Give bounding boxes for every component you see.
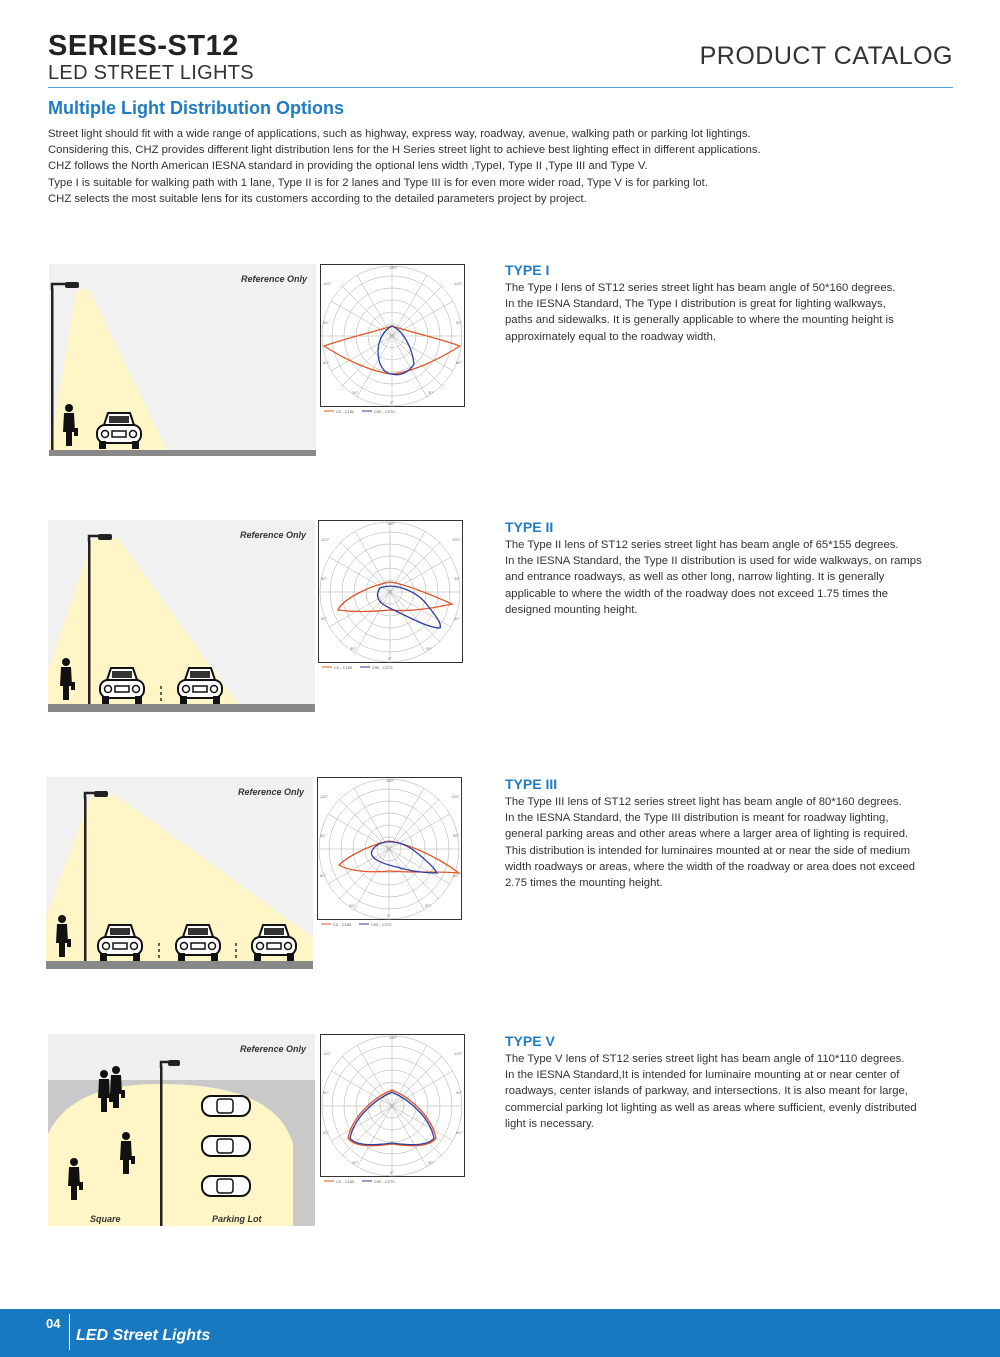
type2-legend-c90: C90 - C270 <box>372 665 393 670</box>
type3-description <box>505 776 955 891</box>
intro-line: CHZ follows the North American IESNA standard in providing the optional lens width ,TypeI, Type II ,Type III and Type V. <box>48 160 648 173</box>
angle-label: 90° <box>321 576 328 581</box>
angle-label: 60° <box>323 1130 330 1135</box>
angle-label: 180° <box>389 265 398 270</box>
footer-label: LED Street Lights <box>76 1327 211 1344</box>
type2-text: The Type II lens of ST12 series street light has beam angle of 65*155 degrees. In the IESNA Standard, the Type II distribution is used for wide walkways, on ramps and entrance roadways, as well as other long, narrow lighting. It is generally applicable to where the width of the roadway does not exceed 1.75 times the designed mounting height. <box>505 539 922 616</box>
angle-label: 90° <box>456 1090 463 1095</box>
angle-label: 30° <box>350 646 357 651</box>
type1-description <box>505 262 955 345</box>
angle-label: 0° <box>390 1170 394 1175</box>
angle-label: 30° <box>352 390 359 395</box>
series-subtitle: LED STREET LIGHTS <box>48 62 254 84</box>
angle-label: 60° <box>456 1130 463 1135</box>
angle-label: 30° <box>352 1160 359 1165</box>
angle-label: 0° <box>387 913 391 918</box>
angle-label: 60° <box>454 616 461 621</box>
angle-label: 90° <box>454 576 461 581</box>
angle-label: 120° <box>323 1051 332 1056</box>
type5-polar-chart <box>320 1034 466 1191</box>
intro-line: Street light should fit with a wide range of applications, such as highway, express way, roadway, avenue, walking path or parking lot lightings. <box>48 128 751 140</box>
angle-label: 120° <box>321 537 330 542</box>
intro-line: Considering this, CHZ provides different light distribution lens for the H Series street light to achieve best lighting effect in different applications. <box>48 144 761 157</box>
type1-polar-chart <box>320 264 466 421</box>
angle-label: 90° <box>456 320 463 325</box>
angle-label: 120° <box>452 537 461 542</box>
type2-description <box>505 519 955 618</box>
type5-legend-c0: C0 - C180 <box>336 1179 355 1184</box>
header-divider <box>48 87 953 88</box>
angle-label: 60° <box>320 873 327 878</box>
catalog-label: PRODUCT CATALOG <box>699 42 953 70</box>
type2-reference-label: Reference Only <box>239 530 306 540</box>
section-title: Multiple Light Distribution Options <box>48 98 344 118</box>
type1-text: The Type I lens of ST12 series street light has beam angle of 50*160 degrees. In the IESNA Standard, The Type I distribution is great for lighting walkways, paths and sidewalks. It is generally applicable to where the mounting height is approximately equal to the roadway width. <box>505 282 896 343</box>
intro-paragraph <box>48 126 958 207</box>
angle-label: 30° <box>428 390 435 395</box>
type2-polar-chart <box>318 520 464 677</box>
angle-label: 180° <box>386 778 395 783</box>
type2-legend-c0: C0 - C180 <box>334 665 353 670</box>
type5-scene-illustration <box>48 1034 315 1226</box>
angle-label: 30° <box>425 903 432 908</box>
type5-title: TYPE V <box>505 1033 555 1049</box>
angle-label: 180° <box>387 521 396 526</box>
type1-scene-illustration <box>49 264 316 456</box>
angle-label: 60° <box>323 360 330 365</box>
angle-label: 60° <box>456 360 463 365</box>
angle-label: 60° <box>453 873 460 878</box>
scene-parking-label: Parking Lot <box>212 1214 262 1224</box>
type5-text: The Type V lens of ST12 series street light has beam angle of 110*110 degrees. In the IESNA Standard,It is intended for luminaire mounting at or near center of roadways, center islands of parkway, and intersections. It is also meant for large, commercial parking lot lighting as well as areas where sufficient, evenly distributed light is necessary. <box>505 1053 917 1130</box>
angle-label: 30° <box>349 903 356 908</box>
footer-divider <box>69 1314 70 1350</box>
type3-legend-c0: C0 - C180 <box>333 922 352 927</box>
angle-label: 90° <box>320 833 327 838</box>
type3-text: The Type III lens of ST12 series street light has beam angle of 80*160 degrees. In the IESNA Standard, the Type III distribution is meant for roadway lighting, general parking areas and other areas where a larger area of lighting is required. This distribution is intended for luminaires mounted at or near the side of medium width roadways or areas, where the width of the roadway or area does not exceed 2.75 times the mounting height. <box>505 796 916 890</box>
page-number: 04 <box>46 1316 61 1331</box>
angle-label: 120° <box>454 281 463 286</box>
scene-square-label: Square <box>90 1214 121 1224</box>
angle-label: 120° <box>323 281 332 286</box>
angle-label: 120° <box>320 794 329 799</box>
intro-line: CHZ selects the most suitable lens for its customers according to the detailed parameters project by project. <box>48 192 587 205</box>
angle-label: 0° <box>390 400 394 405</box>
type3-legend-c90: C90 - C270 <box>371 922 392 927</box>
angle-label: 90° <box>323 320 330 325</box>
type3-scene-illustration <box>46 777 313 969</box>
angle-label: 60° <box>321 616 328 621</box>
angle-label: 90° <box>453 833 460 838</box>
type2-scene-illustration <box>48 520 315 712</box>
angle-label: 0° <box>388 656 392 661</box>
type5-legend-c90: C90 - C270 <box>374 1179 395 1184</box>
angle-label: 90° <box>323 1090 330 1095</box>
type2-title: TYPE II <box>505 519 554 535</box>
type1-legend-c90: C90 - C270 <box>374 409 395 414</box>
type1-reference-label: Reference Only <box>240 274 307 284</box>
angle-label: 30° <box>428 1160 435 1165</box>
type3-reference-label: Reference Only <box>237 787 304 797</box>
type1-title: TYPE I <box>505 262 550 278</box>
series-title: SERIES-ST12 <box>48 30 239 62</box>
angle-label: 120° <box>451 794 460 799</box>
angle-label: 30° <box>426 646 433 651</box>
type5-reference-label: Reference Only <box>239 1044 306 1054</box>
type5-description <box>505 1033 955 1132</box>
angle-label: 180° <box>389 1035 398 1040</box>
type1-legend-c0: C0 - C180 <box>336 409 355 414</box>
type3-title: TYPE III <box>505 776 558 792</box>
type3-polar-chart <box>317 777 463 934</box>
intro-line: Type I is suitable for walking path with 1 lane, Type II is for 2 lanes and Type III is for even more wider road, Type V is for parking lot. <box>48 176 708 189</box>
angle-label: 120° <box>454 1051 463 1056</box>
